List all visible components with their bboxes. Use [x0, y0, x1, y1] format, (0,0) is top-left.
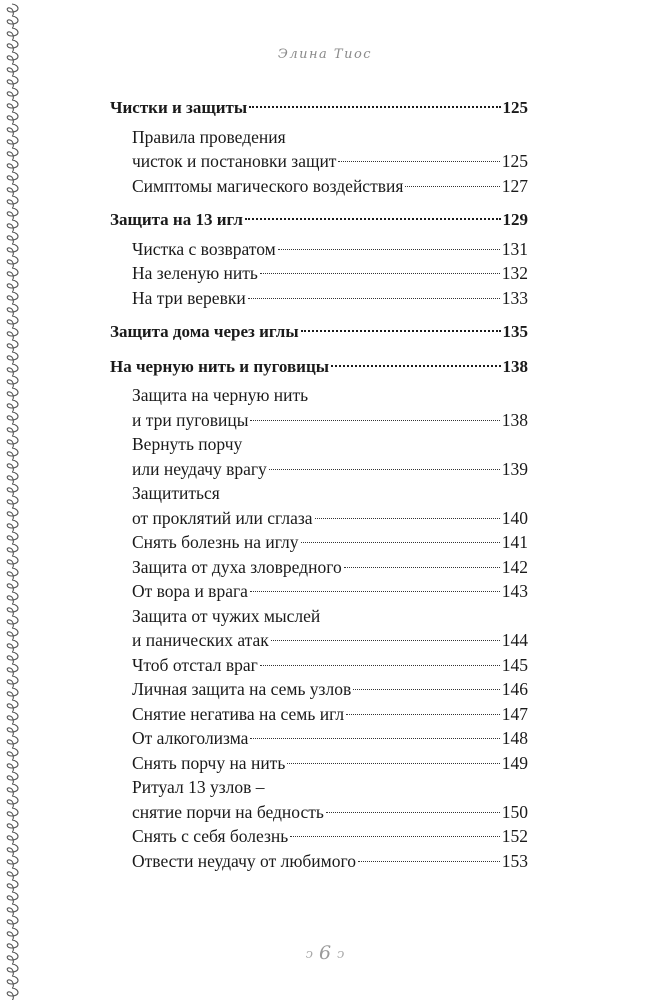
- entry-page-number: 144: [501, 630, 528, 650]
- entry-page-number: 127: [501, 175, 528, 196]
- entry-page-number: 150: [501, 801, 528, 822]
- entry-title: от проклятий или сглаза: [132, 507, 313, 528]
- toc-entry: [110, 286, 528, 311]
- toc-entry: [110, 677, 528, 702]
- entry-title: Личная защита на семь узлов: [132, 679, 352, 699]
- dot-leader: [287, 763, 499, 764]
- dot-leader: [250, 420, 499, 421]
- toc-entry-line: [110, 125, 528, 150]
- entry-title: или неудачу врагу: [132, 458, 267, 479]
- section-title: Защита на 13 игл: [110, 210, 243, 229]
- entry-page-number: 153: [501, 850, 528, 871]
- toc-entry: [110, 530, 528, 555]
- toc-section-heading: [110, 320, 528, 345]
- page-folio: [0, 942, 650, 964]
- entry-page-number: 133: [501, 287, 528, 308]
- entry-title: Чтоб отстал враг: [132, 654, 258, 675]
- dot-leader: [301, 542, 500, 543]
- dot-leader: [260, 665, 500, 666]
- dot-leader: [271, 640, 500, 641]
- dot-leader: [326, 812, 500, 813]
- entry-title: На зеленую нить: [132, 263, 258, 283]
- folio-ornament-left-icon: ↄ: [305, 946, 313, 962]
- entry-title: На три веревки: [132, 287, 246, 308]
- dot-leader: [346, 714, 500, 715]
- entry-title: Снять с себя болезнь: [132, 826, 289, 846]
- toc-entry: [110, 555, 528, 580]
- toc-entry: [110, 751, 528, 776]
- entry-page-number: 141: [501, 532, 528, 552]
- entry-page-number: 146: [501, 679, 528, 699]
- dot-leader: [260, 273, 500, 274]
- dot-leader: [331, 365, 500, 367]
- loop-chain: [7, 4, 18, 1000]
- toc-entry-line: [110, 432, 528, 457]
- toc-section-heading: [110, 355, 528, 380]
- toc-entry: [110, 457, 528, 482]
- entry-page-number: 140: [501, 507, 528, 528]
- entry-title-part: Защита на черную нить: [132, 385, 309, 405]
- decorative-border-loops: [0, 0, 26, 1000]
- toc-entry: [110, 653, 528, 678]
- entry-title: Снять порчу на нить: [132, 752, 286, 773]
- entry-page-number: 147: [501, 703, 528, 724]
- dot-leader: [278, 249, 500, 250]
- toc-entry-line: [110, 383, 528, 408]
- entry-page-number: 132: [501, 263, 528, 283]
- toc-entry: [110, 506, 528, 531]
- entry-title: чисток и постановки защит: [132, 151, 337, 171]
- entry-page-number: 148: [501, 728, 528, 748]
- dot-leader: [358, 861, 500, 862]
- entry-page-number: 152: [501, 826, 528, 846]
- section-page-number: 138: [502, 356, 528, 376]
- entry-title-part: Вернуть порчу: [132, 434, 243, 454]
- entry-page-number: 143: [501, 581, 528, 601]
- toc-entry: [110, 149, 528, 174]
- dot-leader: [290, 836, 499, 837]
- entry-title-part: Защита от чужих мыслей: [132, 605, 321, 626]
- folio-ornament-right-icon: ↄ: [337, 946, 345, 962]
- entry-title-part: Правила проведения: [132, 126, 286, 147]
- entry-title: От вора и врага: [132, 581, 248, 601]
- dot-leader: [344, 567, 500, 568]
- entry-page-number: 149: [501, 752, 528, 773]
- toc-entry: [110, 702, 528, 727]
- entry-title: снятие порчи на бедность: [132, 801, 324, 822]
- entry-page-number: 125: [501, 151, 528, 171]
- section-page-number: 125: [502, 98, 528, 117]
- section-page-number: 129: [502, 210, 528, 229]
- toc-section-heading: [110, 208, 528, 233]
- entry-page-number: 139: [501, 458, 528, 479]
- toc-entry: [110, 237, 528, 262]
- dot-leader: [269, 469, 500, 470]
- dot-leader: [249, 106, 500, 108]
- dot-leader: [250, 591, 500, 592]
- dot-leader: [245, 218, 501, 220]
- running-head-author: Элина Тиос: [277, 47, 373, 62]
- section-title: Защита дома через иглы: [110, 322, 299, 341]
- entry-page-number: 131: [501, 238, 528, 259]
- entry-title: Защита от духа зловредного: [132, 556, 342, 577]
- entry-title: и панических атак: [132, 630, 269, 650]
- toc-entry: [110, 579, 528, 604]
- table-of-contents: [110, 96, 528, 873]
- section-title: Чистки и защиты: [110, 98, 248, 117]
- dot-leader: [405, 186, 499, 187]
- entry-page-number: 142: [501, 556, 528, 577]
- entry-title: Снятие негатива на семь игл: [132, 703, 345, 724]
- entry-title-part: Защититься: [132, 483, 220, 503]
- page-number: 6: [318, 942, 332, 964]
- toc-entry: [110, 261, 528, 286]
- toc-entry: [110, 628, 528, 653]
- entry-title: Чистка с возвратом: [132, 238, 276, 259]
- entry-page-number: 138: [501, 409, 528, 430]
- entry-page-number: 145: [501, 654, 528, 675]
- dot-leader: [353, 689, 500, 690]
- entry-title: Снять болезнь на иглу: [132, 532, 299, 552]
- toc-entry: [110, 726, 528, 751]
- toc-section-heading: [110, 96, 528, 121]
- toc-entry-line: [110, 604, 528, 629]
- toc-entry: [110, 174, 528, 199]
- toc-entry: [110, 824, 528, 849]
- toc-entry-line: [110, 481, 528, 506]
- entry-title-part: Ритуал 13 узлов –: [132, 777, 265, 797]
- section-title: На черную нить и пуговицы: [110, 356, 330, 376]
- toc-entry: [110, 408, 528, 433]
- section-page-number: 135: [502, 322, 528, 341]
- dot-leader: [248, 298, 500, 299]
- toc-entry: [110, 800, 528, 825]
- entry-title: Симптомы магического воздействия: [132, 175, 404, 196]
- entry-title: От алкоголизма: [132, 728, 249, 748]
- entry-title: Отвести неудачу от любимого: [132, 850, 356, 871]
- dot-leader: [301, 330, 501, 332]
- toc-entry: [110, 849, 528, 874]
- dot-leader: [338, 161, 499, 162]
- toc-entry-line: [110, 775, 528, 800]
- dot-leader: [315, 518, 500, 519]
- entry-title: и три пуговицы: [132, 409, 249, 430]
- dot-leader: [250, 738, 499, 739]
